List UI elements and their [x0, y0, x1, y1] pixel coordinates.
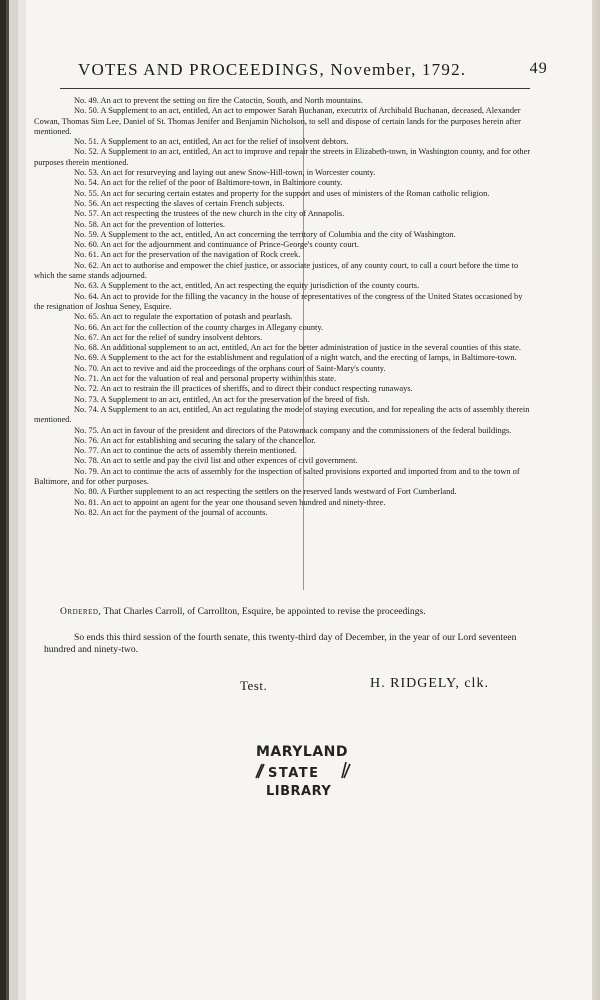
act-item: No. 72. An act to restrain the ill practices of sheriffs, and to direct their conduct respecting runaways. — [74, 384, 413, 394]
act-item: No. 79. An act to continue the acts of assembly for the inspection of salted provisions exported and imported from and to the town of Baltimore, and for other purposes. — [34, 466, 520, 486]
ordered-text: That Charles Carroll, of Carrollton, Esquire, be appointed to revise the proceedings. — [101, 606, 426, 617]
act-item: No. 53. An act for resurveying and laying out anew Snow-Hill-town, in Worcester county. — [74, 168, 376, 178]
act-item: No. 52. A Supplement to an act, entitled, An act to improve and repair the streets in Elizabeth-town, in Washington county, and for other purposes therein mentioned. — [34, 147, 531, 167]
closing-paragraph: So ends this third session of the fourth senate, this twenty-third day of December, in the year of our Lord seventeen hundred and ninety-two. — [44, 632, 517, 655]
act-item: No. 78. An act to settle and pay the civil list and other expences of civil government. — [74, 456, 358, 466]
stamp-line-1: MARYLAND — [256, 744, 349, 760]
act-item: No. 68. An additional supplement to an act, entitled, An act for the better administration of justice in the several counties of this state. — [74, 343, 522, 353]
book-binding-edge — [0, 0, 18, 1000]
act-item: No. 75. An act in favour of the president and directors of the Patowmack company and the commissioners of the federal buildings. — [74, 425, 512, 435]
act-item: No. 51. A Supplement to an act, entitled, An act for the relief of insolvent debtors. — [74, 137, 349, 147]
ordered-lead: Ordered, — [60, 606, 102, 617]
attest-label: Test. — [240, 678, 268, 693]
act-item: No. 80. A Further supplement to an act respecting the settlers on the reserved lands westward of Fort Cumberland. — [74, 487, 457, 497]
act-item: No. 49. An act to prevent the setting on fire the Catoctin, South, and North mountains. — [74, 96, 363, 105]
act-item: No. 66. An act for the collection of the county charges in Allegany county. — [74, 322, 324, 332]
act-item: No. 60. An act for the adjournment and continuance of Prince-George's county court. — [74, 240, 359, 250]
act-item: No. 67. An act for the relief of sundry insolvent debtors. — [74, 332, 263, 342]
act-item: No. 71. An act for the valuation of real and personal property within this state. — [74, 374, 337, 384]
act-item: No. 76. An act for establishing and securing the salary of the chancellor. — [74, 435, 316, 445]
act-item: No. 63. A Supplement to the act, entitled, An act respecting the equity jurisdiction of the county courts. — [74, 281, 420, 291]
page-number: 49 — [529, 60, 548, 77]
act-item: No. 74. A Supplement to an act, entitled, An act regulating the mode of staying execution, and for repealing the acts of assembly therein mentioned. — [34, 404, 530, 425]
act-item: No. 59. A Supplement to the act, entitled, An act concerning the territory of Columbia and the city of Washington. — [74, 229, 456, 239]
act-item: No. 64. An act to provide for the filling the vacancy in the house of representatives of the congress of the United States occasioned by the resignation of Joshua Seney, Esquire. — [34, 291, 523, 311]
stamp-line-2: STATE — [268, 766, 320, 781]
header-rule — [60, 88, 530, 89]
act-item: No. 50. A Supplement to an act, entitled, An act to empower Sarah Buchanan, executrix of Archibald Buchanan, deceased, Alexander Cowan, Thomas Sim Lee, Daniel of St. Thomas Jenifer and Benjamin Nicholson, to sell and dispose of certain lands for the purposes herein after mentioned. — [34, 106, 521, 136]
act-item: No. 57. An act respecting the trustees of the new church in the city of Annapolis. — [74, 209, 345, 219]
act-item: No. 55. An act for securing certain estates and property for the support and uses of ministers of the Roman catholic religion. — [74, 188, 490, 198]
act-item: No. 65. An act to regulate the exportation of potash and pearlash. — [74, 312, 293, 322]
ordered-paragraph — [60, 606, 540, 618]
act-item: No. 56. An act respecting the slaves of certain French subjects. — [74, 198, 285, 208]
stamp-line-3: LIBRARY — [266, 784, 332, 799]
act-item: No. 69. A Supplement to the act for the establishment and regulation of a night watch, and the erecting of lamps, in Baltimore-town. — [74, 353, 517, 363]
acts-list — [34, 96, 534, 518]
act-item: No. 73. A Supplement to an act, entitled, An act for the preservation of the breed of fish. — [74, 394, 370, 404]
act-item: No. 61. An act for the preservation of the navigation of Rock creek. — [74, 250, 301, 260]
running-title: VOTES AND PROCEEDINGS, November, 1792. — [78, 60, 467, 79]
act-item: No. 70. An act to revive and aid the proceedings of the orphans court of Saint-Mary's county. — [74, 363, 386, 373]
act-item: No. 81. An act to appoint an agent for the year one thousand seven hundred and ninety-three. — [74, 497, 386, 507]
act-item: No. 58. An act for the prevention of lotteries. — [74, 219, 225, 229]
act-item: No. 62. An act to authorise and empower the chief justice, or associate justices, of any county court, to call a court before the time to which the same stands adjourned. — [34, 260, 519, 281]
library-stamp — [250, 744, 360, 804]
act-item: No. 54. An act for the relief of the poor of Baltimore-town, in Baltimore county. — [74, 178, 343, 188]
act-item: No. 82. An act for the payment of the journal of accounts. — [74, 507, 268, 517]
clerk-signature: H. RIDGELY, clk. — [370, 676, 489, 691]
act-item: No. 77. An act to continue the acts of assembly therein mentioned. — [74, 446, 297, 456]
